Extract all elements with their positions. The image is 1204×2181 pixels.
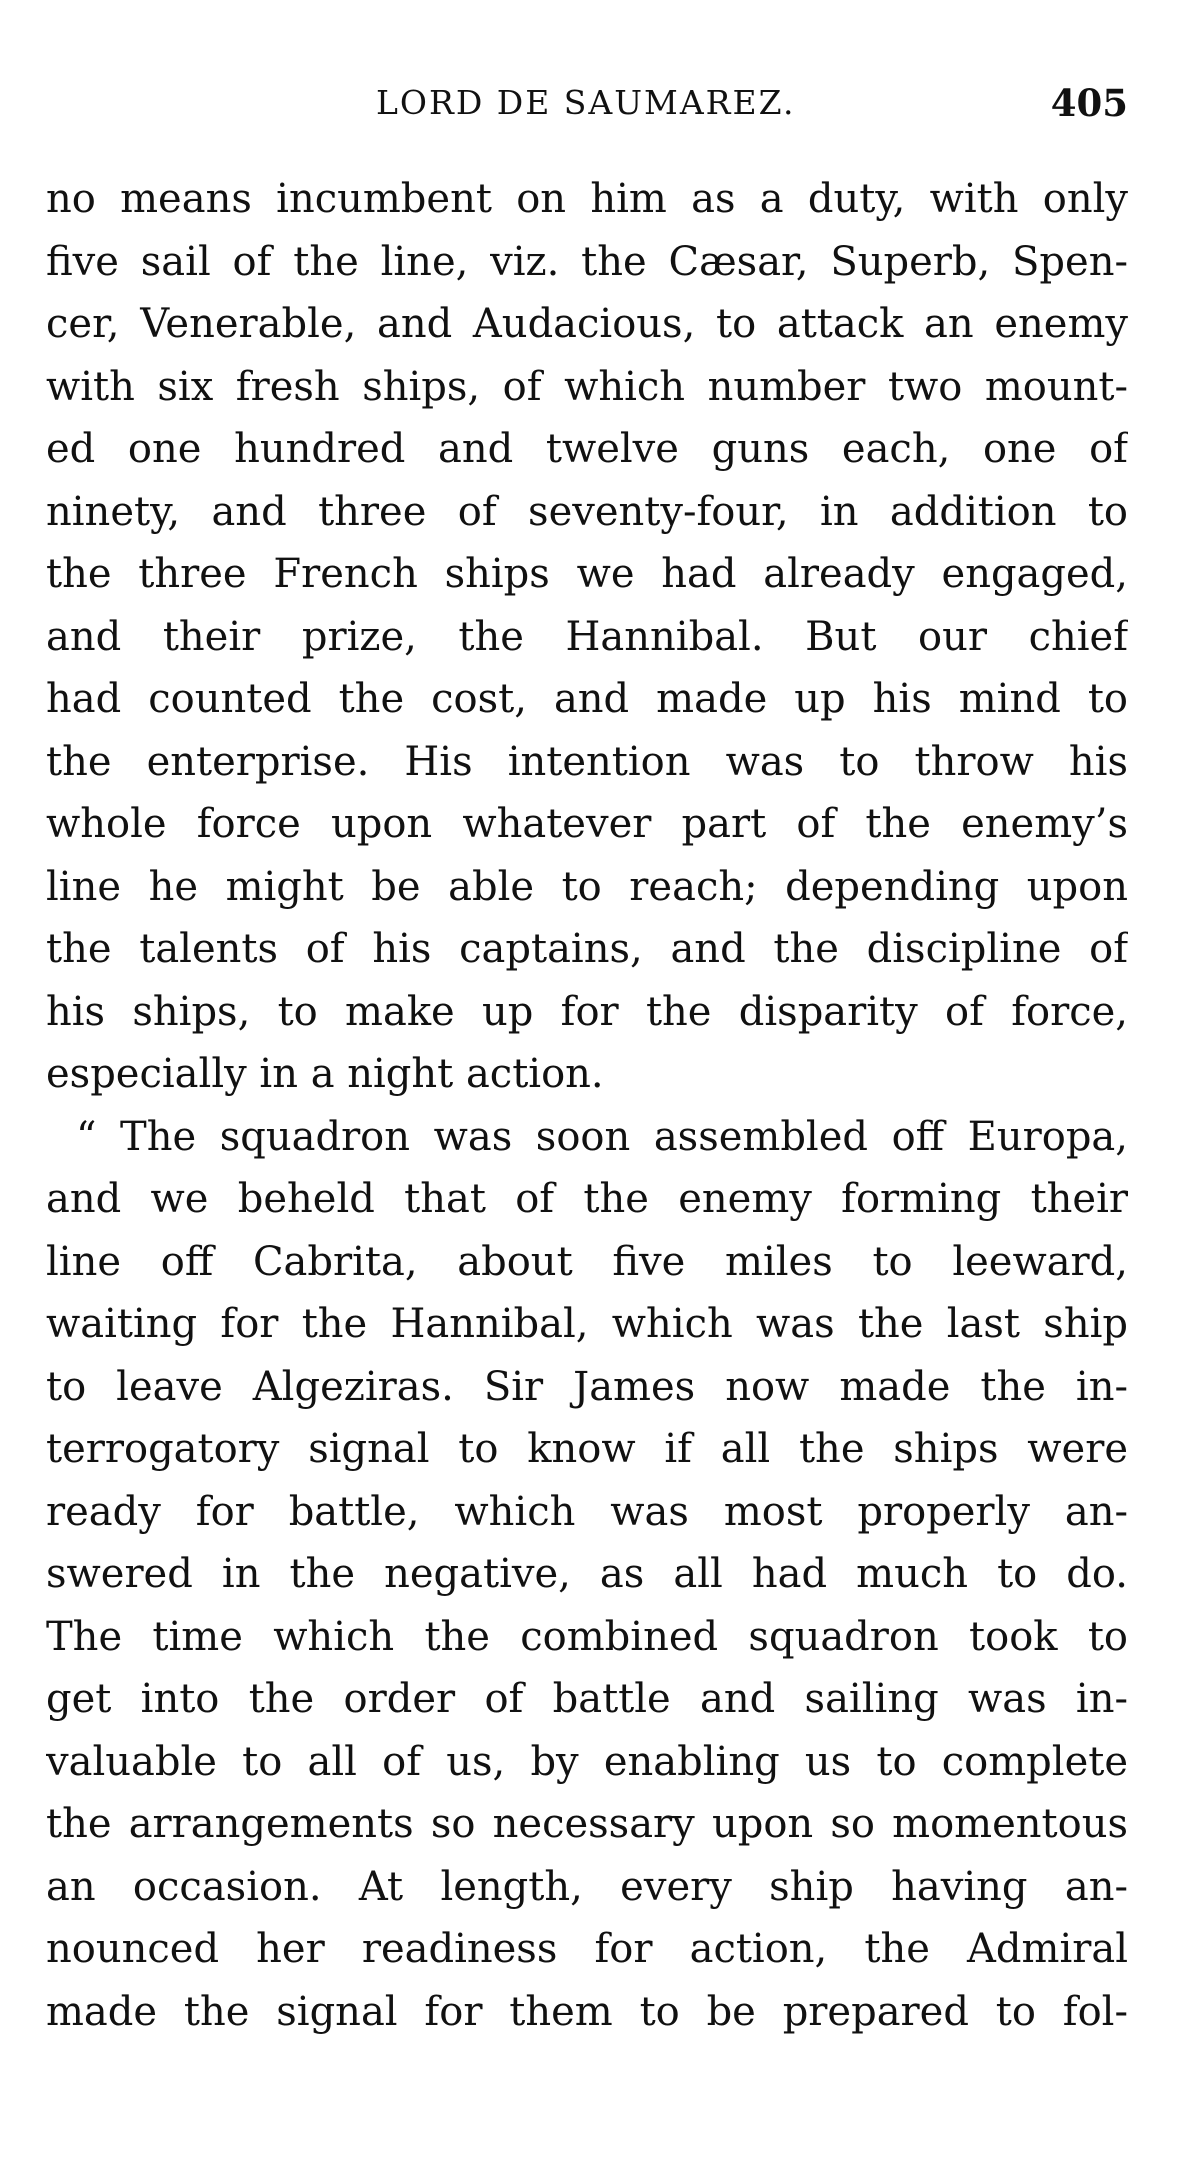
text-line: get into the order of battle and sailing was in- [46, 1676, 1128, 1722]
text-line: the enterprise. His intention was to throw his [46, 738, 1128, 785]
text-line: no means incumbent on him as a duty, with only [46, 176, 1128, 222]
text-line: “ The squadron was soon assembled off Europa, [76, 1113, 1128, 1160]
text-line: ed one hundred and twelve guns each, one of [46, 426, 1128, 472]
text-line: especially in a night action. [46, 1051, 604, 1097]
text-line: terrogatory signal to know if all the ships were [46, 1426, 1128, 1472]
text-line: swered in the negative, as all had much to do. [46, 1551, 1128, 1597]
text-line: ninety, and three of seventy-four, in addition to [46, 488, 1128, 535]
text-line: the arrangements so necessary upon so momentous [46, 1801, 1128, 1847]
text-line: and their prize, the Hannibal. But our chief [46, 613, 1128, 660]
page-header [46, 78, 1128, 128]
text-line: nounced her readiness for action, the Admiral [46, 1926, 1128, 1972]
text-line: whole force upon whatever part of the enemy’s [46, 801, 1128, 847]
text-line: valuable to all of us, by enabling us to complete [46, 1738, 1128, 1785]
text-line: The time which the combined squadron took to [46, 1613, 1128, 1660]
text-line: made the signal for them to be prepared to fol- [46, 1988, 1128, 2035]
text-line: his ships, to make up for the disparity of force, [46, 988, 1128, 1035]
text-line: the talents of his captains, and the discipline of [46, 926, 1128, 972]
body-text [46, 168, 1128, 2043]
text-line: five sail of the line, viz. the Cæsar, Superb, Spen- [46, 238, 1128, 285]
text-line: and we beheld that of the enemy forming their [46, 1176, 1128, 1222]
text-line: an occasion. At length, every ship having an- [46, 1863, 1128, 1910]
text-line: the three French ships we had already engaged, [46, 551, 1128, 597]
text-line: line off Cabrita, about five miles to leeward, [46, 1238, 1128, 1285]
text-line: line he might be able to reach; depending upon [46, 863, 1128, 910]
text-line: had counted the cost, and made up his mind to [46, 676, 1128, 722]
paragraph-2 [46, 1106, 1128, 2044]
text-line: cer, Venerable, and Audacious, to attack an enemy [46, 301, 1128, 347]
text-line: waiting for the Hannibal, which was the last ship [46, 1301, 1128, 1347]
running-title: LORD DE SAUMAREZ. [376, 83, 796, 122]
text-line: ready for battle, which was most properly an- [46, 1488, 1128, 1535]
text-line: to leave Algeziras. Sir James now made the in- [46, 1363, 1128, 1410]
text-line: with six fresh ships, of which number two mount- [46, 363, 1128, 410]
page-number: 405 [1050, 81, 1128, 125]
paragraph-1 [46, 168, 1128, 1106]
